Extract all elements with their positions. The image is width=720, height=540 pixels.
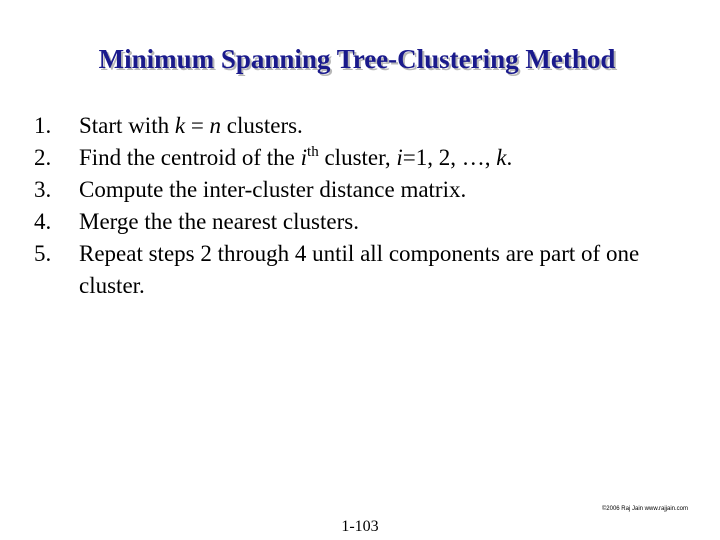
page-number: 1-103 [341,518,379,535]
list-item [34,142,694,174]
variable-k: k [174,113,186,138]
step-text-segment: Find the centroid of the [79,145,301,170]
step-number: 4. [34,209,52,234]
variable-i: i [300,145,308,170]
step-text-segment: cluster, [318,145,397,170]
step-text [79,110,694,142]
variable-k: k [496,145,507,170]
step-text-segment: = [185,113,210,138]
step-text: Repeat steps 2 through 4 until all components are part of one cluster. [79,241,640,298]
step-number: 5. [34,241,52,266]
variable-n: n [209,113,222,138]
superscript-th: th [307,144,319,160]
step-text [79,142,694,174]
step-text-segment: clusters. [221,113,303,138]
list-item [34,174,694,206]
step-number: 1. [34,113,52,138]
step-number: 3. [34,177,52,202]
step-number: 2. [34,145,52,170]
steps-list [34,110,694,302]
step-text-segment: =1, 2, …, [402,145,497,170]
list-item [34,238,694,302]
slide-title: Minimum Spanning Tree-Clustering Method [98,44,616,74]
list-item [34,110,694,142]
step-text: Compute the inter-cluster distance matrix. [79,177,467,202]
step-text-segment: . [506,145,513,170]
copyright-notice: ©2006 Raj Jain www.rajjain.com [601,506,688,512]
step-text-segment: Start with [79,113,175,138]
step-text: Merge the the nearest clusters. [79,209,359,234]
list-item [34,206,694,238]
variable-i: i [396,145,403,170]
